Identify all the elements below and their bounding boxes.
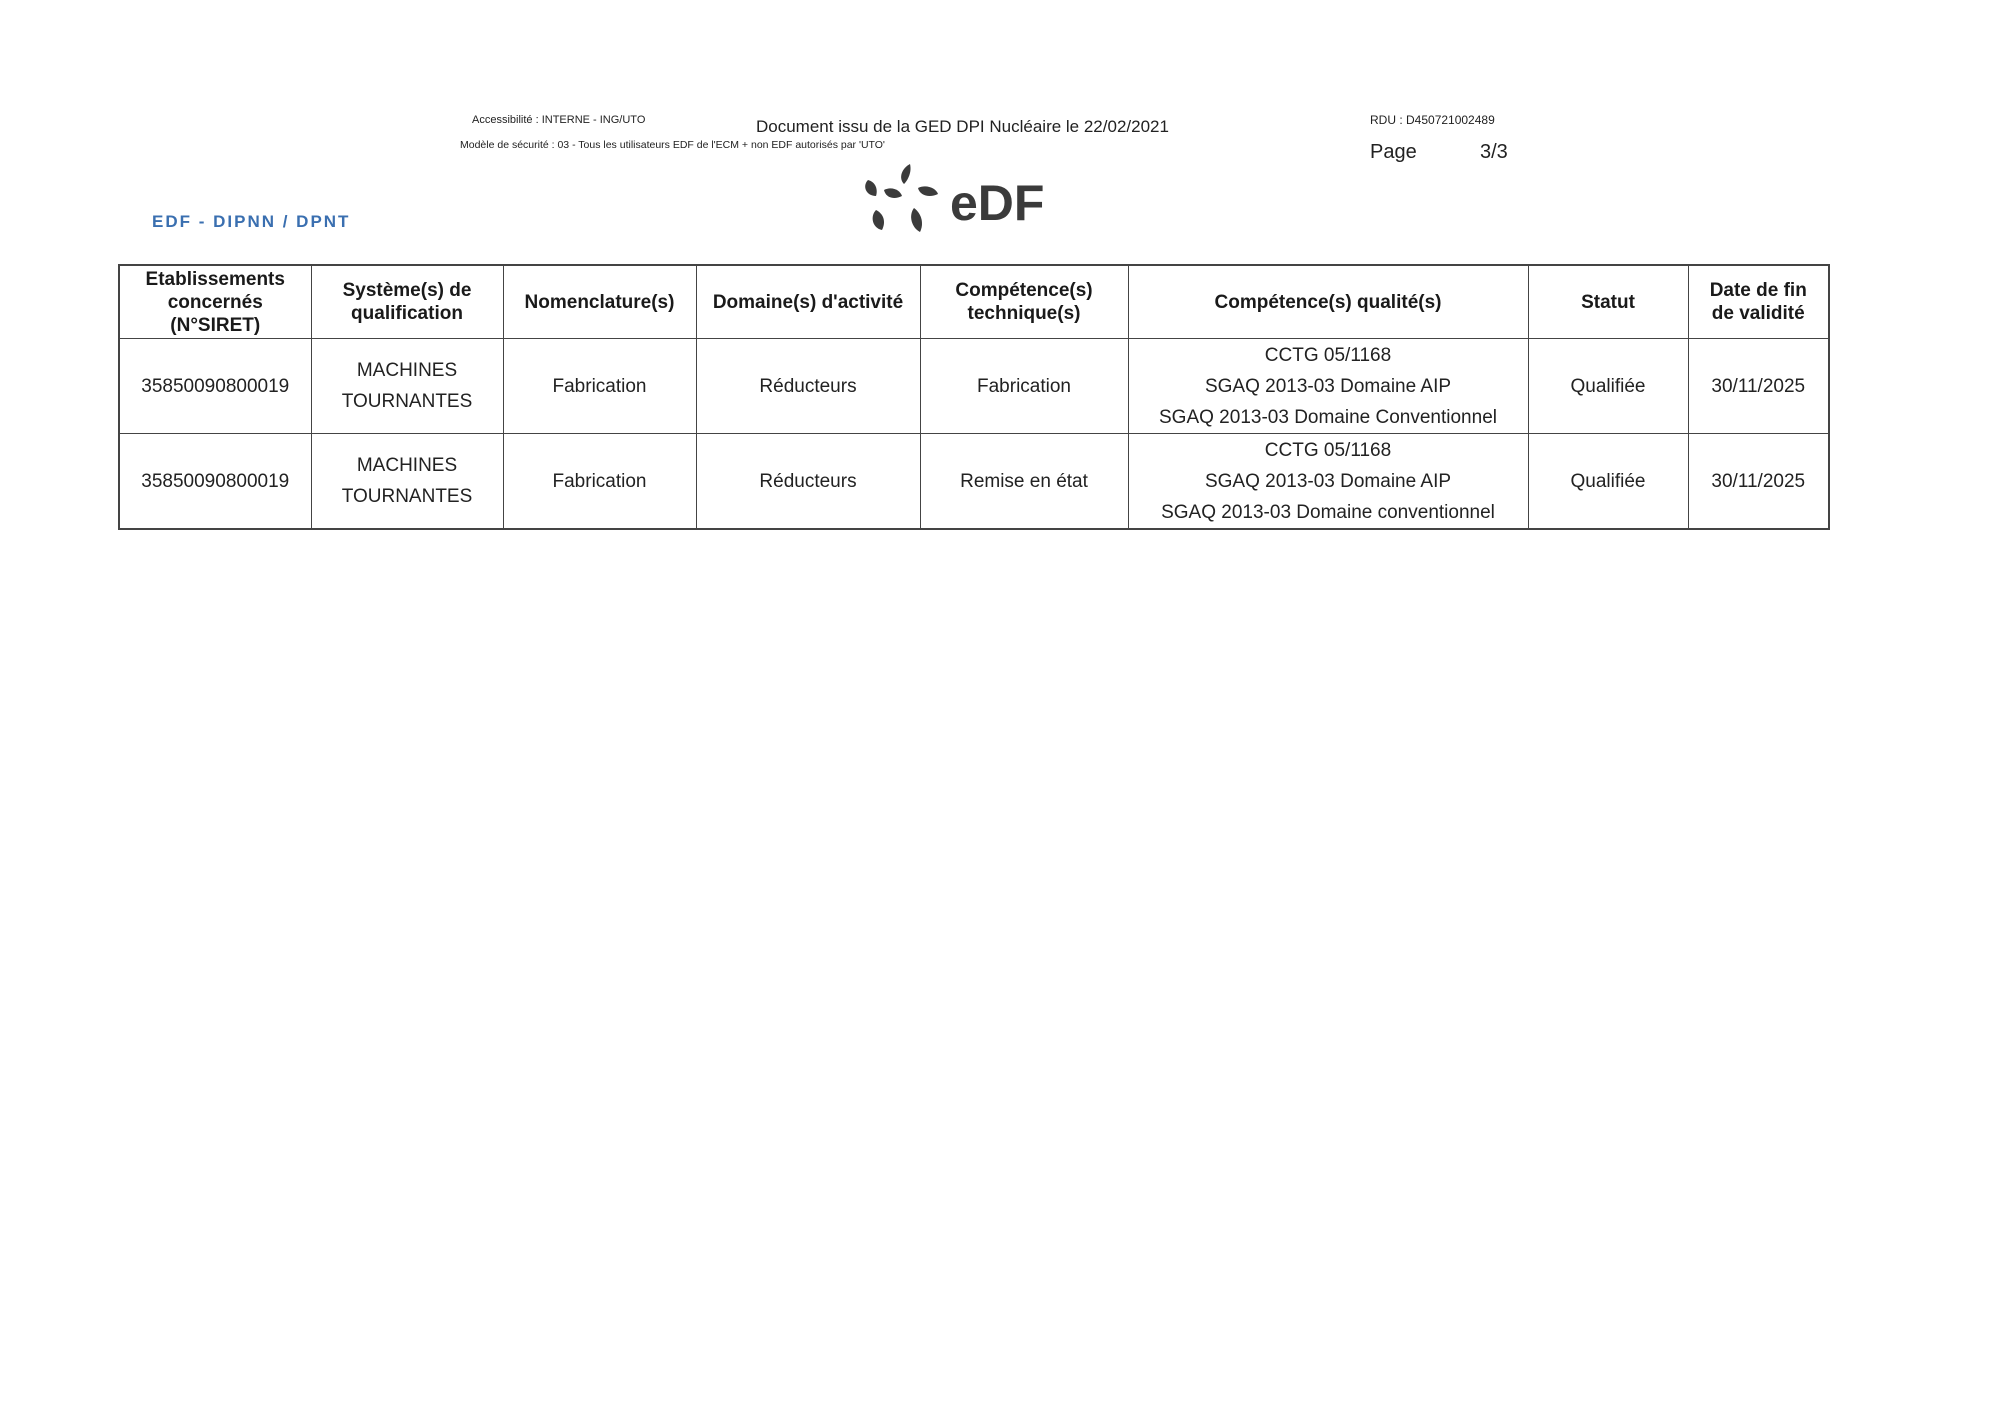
header-competence-technique [920,265,1128,339]
cell-competence-technique: Fabrication [920,339,1128,434]
org-label: EDF - DIPNN / DPNT [152,212,351,231]
cell-end-date: 30/11/2025 [1688,434,1829,530]
header-line: (N°SIRET) [170,314,261,336]
cell-competence-qualite-line: CCTG 05/1168 [1264,344,1392,366]
page-label: Page [1370,141,1417,163]
header-end-date [1688,265,1829,339]
cell-domain: Réducteurs [696,339,920,434]
cell-competence-qualite-line: SGAQ 2013-03 Domaine Conventionnel [1159,406,1497,428]
cell-system-line: TOURNANTES [341,391,473,412]
header-line: Nomenclature(s) [524,291,675,313]
header-line: qualification [351,303,463,324]
header-domain [696,265,920,339]
cell-system [311,434,503,530]
header-line: concernés [167,291,263,313]
header-line: Système(s) de [342,280,472,301]
cell-siret: 35850090800019 [119,339,311,434]
cell-domain: Réducteurs [696,434,920,530]
rdu-label: RDU : D450721002489 [1370,113,1495,127]
logo-text: eDF [950,175,1045,231]
table-row [119,434,1829,530]
header-line: Etablissements [145,268,285,290]
header-siret [119,265,311,339]
cell-system-line: MACHINES [356,360,458,381]
header-system [311,265,503,339]
header-competence-qualite [1128,265,1528,339]
header-line: Compétence(s) qualité(s) [1214,291,1442,313]
accessibility-label: Accessibilité : INTERNE - ING/UTO [472,114,646,126]
cell-nomenclature: Fabrication [503,434,696,530]
cell-system-line: TOURNANTES [341,486,473,507]
security-model-label: Modèle de sécurité : 03 - Tous les utilisateurs EDF de l'ECM + non EDF autorisés par 'UTO' [460,139,885,151]
cell-system-line: MACHINES [356,455,458,476]
cell-system [311,339,503,434]
cell-end-date: 30/11/2025 [1688,339,1829,434]
header-line: de validité [1711,303,1805,324]
page-number: 3/3 [1480,141,1508,163]
table-header-row [119,265,1829,339]
header-line: technique(s) [967,303,1081,324]
header-line: Statut [1581,291,1635,313]
edf-logo-mark [858,158,1058,244]
cell-competence-qualite [1128,339,1528,434]
cell-competence-qualite-line: CCTG 05/1168 [1264,439,1392,461]
table-row [119,339,1829,434]
header-line: Date de fin [1709,280,1807,301]
cell-siret: 35850090800019 [119,434,311,530]
document-source-label: Document issu de la GED DPI Nucléaire le 22/02/2021 [756,117,1169,136]
cell-status: Qualifiée [1528,339,1688,434]
cell-competence-qualite-line: SGAQ 2013-03 Domaine conventionnel [1161,501,1495,523]
qualification-table [118,264,1830,530]
header-line: Compétence(s) [955,280,1093,301]
header-line: Domaine(s) d'activité [712,291,904,313]
edf-logo [858,158,1058,244]
cell-nomenclature: Fabrication [503,339,696,434]
cell-competence-qualite [1128,434,1528,530]
cell-competence-qualite-line: SGAQ 2013-03 Domaine AIP [1204,470,1452,492]
cell-competence-qualite-line: SGAQ 2013-03 Domaine AIP [1204,375,1452,397]
header-nomenclature [503,265,696,339]
header-status [1528,265,1688,339]
table-body [119,339,1829,530]
cell-status: Qualifiée [1528,434,1688,530]
cell-competence-technique: Remise en état [920,434,1128,530]
